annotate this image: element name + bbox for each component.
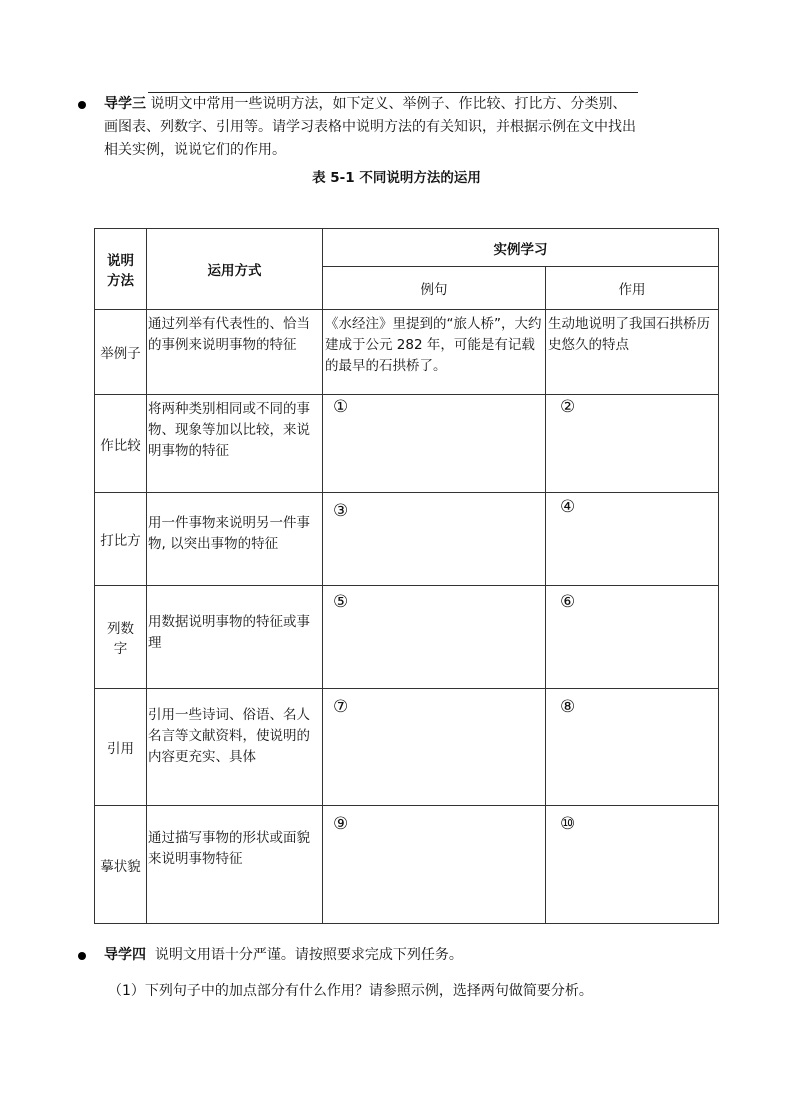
usage-cell: 通过描写事物的形状或面貌来说明事物特征 [147, 806, 323, 924]
answer-number: ② [560, 397, 576, 417]
methods-table [94, 228, 719, 924]
section3-text-line3: 相关实例，说说它们的作用。 [104, 142, 286, 158]
table-row [95, 689, 719, 806]
section3-text-line2: 画图表、列数字、引用等。请学习表格中说明方法的有关知识，并根据示例在文中找出 [104, 119, 636, 135]
method-cell: 列数字 [95, 586, 147, 689]
sentence-cell[interactable] [323, 689, 546, 806]
answer-number: ③ [333, 501, 349, 521]
usage-cell: 用数据说明事物的特征或事理 [147, 586, 323, 689]
method-cell: 举例子 [95, 310, 147, 395]
answer-number: ⑤ [333, 592, 349, 612]
bullet-icon [78, 952, 86, 960]
effect-cell[interactable] [546, 689, 719, 806]
answer-number: ⑨ [333, 814, 349, 834]
answer-number: ① [333, 397, 349, 417]
usage-cell: 用一件事物来说明另一件事物, 以突出事物的特征 [147, 493, 323, 586]
method-cell: 打比方 [95, 493, 147, 586]
method-cell: 引用 [95, 689, 147, 806]
sentence-cell[interactable] [323, 493, 546, 586]
method-cell: 作比较 [95, 395, 147, 493]
bullet-icon [78, 101, 86, 109]
effect-cell[interactable] [546, 493, 719, 586]
table-row [95, 310, 719, 395]
effect-cell[interactable] [546, 806, 719, 924]
section4-label: 导学四 [104, 947, 146, 963]
section3-paragraph [104, 93, 724, 162]
answer-number: ⑧ [560, 697, 576, 717]
answer-number: ⑩ [560, 814, 576, 834]
header-effect: 作用 [546, 267, 719, 310]
answer-number: ⑦ [333, 697, 349, 717]
header-method: 说明方法 [95, 229, 147, 310]
table-row [95, 806, 719, 924]
sentence-cell[interactable] [323, 806, 546, 924]
header-sentence: 例句 [323, 267, 546, 310]
usage-cell: 通过列举有代表性的、恰当的事例来说明事物的特征 [147, 310, 323, 395]
section4-paragraph [104, 944, 744, 967]
table-row [95, 586, 719, 689]
sentence-cell[interactable] [323, 586, 546, 689]
header-examples: 实例学习 [323, 229, 719, 267]
section4-text: 说明文用语十分严谨。请按照要求完成下列任务。 [154, 947, 463, 963]
effect-cell[interactable] [546, 586, 719, 689]
section4-task1: （1）下列句子中的加点部分有什么作用？请参照示例，选择两句做简要分析。 [108, 983, 593, 999]
answer-number: ④ [560, 497, 576, 517]
table-caption: 表 5-1 不同说明方法的运用 [312, 170, 481, 186]
table-row [95, 493, 719, 586]
usage-cell: 引用一些诗词、俗语、名人名言等文献资料，使说明的内容更充实、具体 [147, 689, 323, 806]
method-cell: 摹状貌 [95, 806, 147, 924]
effect-cell: 生动地说明了我国石拱桥历史悠久的特点 [546, 310, 719, 395]
header-usage: 运用方式 [147, 229, 323, 310]
answer-number: ⑥ [560, 592, 576, 612]
sentence-cell: 《水经注》里提到的“旅人桥”，大约建成于公元 282 年，可能是有记载的最早的石拱桥了。 [323, 310, 546, 395]
section3-label: 导学三 [104, 96, 146, 112]
section3-text-line1: 说明文中常用一些说明方法，如下定义、举例子、作比较、打比方、分类别、 [150, 96, 627, 112]
usage-cell: 将两种类别相同或不同的事物、现象等加以比较，来说明事物的特征 [147, 395, 323, 493]
table-row [95, 395, 719, 493]
effect-cell[interactable] [546, 395, 719, 493]
sentence-cell[interactable] [323, 395, 546, 493]
